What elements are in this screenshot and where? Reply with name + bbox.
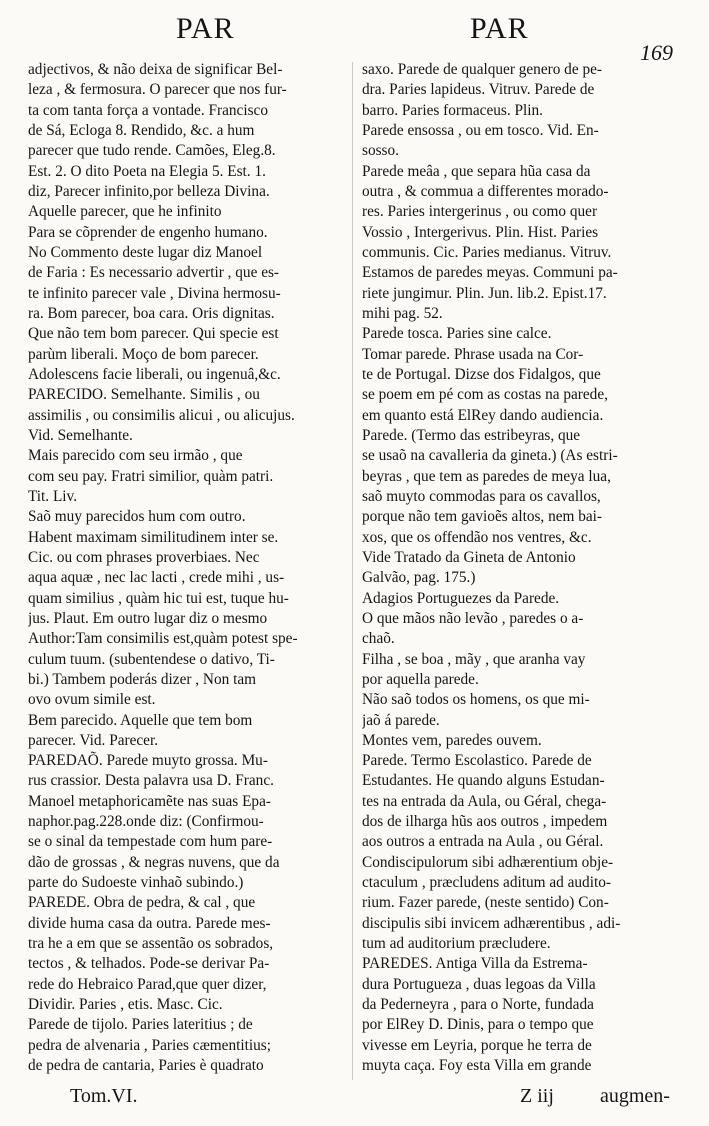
text-line: Tomar parede. Phrase usada na Cor- [362,345,584,363]
text-line: se poem em pé com as costas na parede, [362,386,608,404]
text-line: adjectivos, & não deixa de significar Bel- [28,61,283,78]
text-line: mihi pag. 52. [362,304,443,322]
text-line: leza , & fermosura. O parecer que nos fur- [28,81,287,99]
text-line: PAREDE. Obra de pedra, & cal , que [28,894,256,912]
text-line: parte do Sudoeste vinhaõ subindo.) [28,874,244,892]
text-line: rium. Fazer parede, (neste sentido) Con- [362,894,609,912]
text-line: naphor.pag.228.onde diz: (Confirmou- [28,813,264,831]
text-line: riete jungimur. Plin. Jun. lib.2. Epist.17. [362,284,607,302]
text-line: Parede de tijolo. Paries lateritius ; de [28,1016,253,1034]
text-line: muyta caça. Foy esta Villa em grande [362,1057,592,1075]
text-line: ctaculum , præcludens aditum ad audito- [362,874,611,892]
text-line: dos de ilharga hũs aos outros , impedem [362,813,608,831]
text-line: se o sinal da tempestade com hum pare- [28,833,273,851]
text-line: ra. Bom parecer, boa cara. Oris dignitas. [28,304,275,322]
text-line: PAREDES. Antiga Villa da Estrema- [362,955,588,973]
running-head-left: PAR [176,12,235,45]
text-line: Manoel metaphoricamẽte nas suas Epa- [28,792,271,810]
text-line: Dividir. Paries , etis. Masc. Cic. [28,996,223,1014]
text-line: Est. 2. O dito Poeta na Elegia 5. Est. 1. [28,162,266,180]
text-line: rus crassior. Desta palavra usa D. Franc. [28,772,274,790]
right-column [362,60,682,1076]
text-line: vivesse em Leyria, porque he terra de [362,1036,592,1054]
text-line: por aquella parede. [362,670,479,688]
text-line: PAREDAÕ. Parede muyto grossa. Mu- [28,752,268,770]
text-line: Para se cõprender de engenho humano. [28,223,268,241]
text-line: discipulis sibi invicem adhærentibus , adi- [362,914,621,932]
text-line: Vossio , Intergerivus. Plin. Hist. Paries [362,223,599,241]
text-line: Estudantes. He quando alguns Estudan- [362,772,605,790]
text-line: te de Portugal. Dizse dos Fidalgos, que [362,365,601,383]
text-line: rede do Hebraico Parad,que quer dizer, [28,975,267,993]
text-line: em quanto está ElRey dando audiencia. [362,406,604,424]
text-line: No Commento deste lugar diz Manoel [28,243,263,261]
text-line: ovo ovum simile est. [28,691,156,709]
text-line: Mais parecido com seu irmão , que [28,447,243,465]
text-line: com seu pay. Fratri similior, quàm patri. [28,467,274,485]
text-line: jaõ á parede. [362,711,440,729]
text-line: Galvão, pag. 175.) [362,569,476,587]
text-line: Não saõ todos os homens, os que mi- [362,691,590,709]
text-line: ta com tanta força a vontade. Francisco [28,101,268,119]
text-line: barro. Paries formaceus. Plin. [362,101,543,119]
text-line: de pedra de cantaria, Paries è quadrato [28,1057,264,1075]
text-line: bi.) Tambem poderás dizer , Non tam [28,670,257,688]
running-head-right: PAR [470,12,529,45]
catchword: augmen- [600,1085,670,1107]
text-line: tra he a em que se assentão os sobrados, [28,935,274,953]
signature-mark: Z iij [520,1085,554,1107]
text-line: communis. Cic. Paries medianus. Vitruv. [362,243,612,261]
text-line: Vide Tratado da Gineta de Antonio [362,548,576,566]
text-line: res. Paries intergerinus , ou como quer [362,203,598,221]
text-line: PARECIDO. Semelhante. Similis , ou [28,386,260,404]
column-divider [352,62,353,1080]
left-column [28,60,348,1076]
text-line: beyras , que tem as paredes de meya lua, [362,467,611,485]
text-line: Author:Tam consimilis est,quàm potest spe- [28,630,298,648]
text-line: Condiscipulorum sibi adhærentium obje- [362,853,614,871]
text-line: tectos , & telhados. Pode-se derivar Pa- [28,955,270,973]
text-line: O que mãos não levão , paredes o a- [362,609,584,627]
text-line: aqua aquæ , nec lac lacti , crede mihi , us- [28,569,285,587]
text-line: dra. Paries lapideus. Vitruv. Parede de [362,81,595,99]
text-line: Parede. (Termo das estribeyras, que [362,426,581,444]
page-number: 169 [640,40,673,65]
text-line: se usaõ na cavalleria da gineta.) (As estri- [362,447,618,465]
text-line: assimilis , ou consimilis alicui , ou alicujus. [28,406,295,424]
text-line: Parede tosca. Paries sine calce. [362,325,552,343]
text-line: tum ad auditorium præcludere. [362,935,551,953]
text-line: outra , & commua a differentes morado- [362,182,609,200]
text-line: tes na entrada da Aula, ou Géral, chega- [362,792,607,810]
text-line: da Pederneyra , para o Norte, fundada [362,996,594,1014]
text-line: Tit. Liv. [28,487,78,505]
text-line: jus. Plaut. Em outro lugar diz o mesmo [28,609,268,627]
text-line: culum tuum. (subentendese o dativo, Ti- [28,650,275,668]
text-line: quam similius , quàm hic tui est, tuque hu- [28,589,289,607]
text-line: parùm liberali. Moço de bom parecer. [28,345,259,363]
text-line: chaõ. [362,630,395,648]
text-line: Parede. Termo Escolastico. Parede de [362,752,592,770]
text-line: saxo. Parede de qualquer genero de pe- [362,61,602,78]
text-line: de Faria : Es necessario advertir , que es- [28,264,280,282]
text-line: Aquelle parecer, que he infinito [28,203,222,221]
text-line: dura Portugueza , duas legoas da Villa [362,975,596,993]
text-line: pedra de alvenaria , Paries cæmentitius; [28,1036,271,1054]
text-line: Adagios Portuguezes da Parede. [362,589,560,607]
text-line: saõ muyto commodas para os cavallos, [362,487,601,505]
text-line: xos, que os offendão nos ventres, &c. [362,528,592,546]
text-line: aos outros a entrada na Aula , ou Géral. [362,833,604,851]
text-line: Cic. ou com phrases proverbiaes. Nec [28,548,260,566]
text-line: por ElRey D. Dinis, para o tempo que [362,1016,594,1034]
text-line: Parede ensossa , ou em tosco. Vid. En- [362,121,599,139]
text-line: parecer. Vid. Parecer. [28,731,159,749]
text-line: de Sá, Ecloga 8. Rendido, &c. a hum [28,121,255,139]
text-line: Vid. Semelhante. [28,426,133,444]
text-line: sosso. [362,142,399,160]
text-line: te infinito parecer vale , Divina hermosu- [28,284,281,302]
text-line: Adolescens facie liberali, ou ingenuâ,&c. [28,365,281,383]
volume-label: Tom.VI. [70,1085,138,1107]
text-line: Parede meâa , que separa hũa casa da [362,162,591,180]
text-line: Habent maximam similitudinem inter se. [28,528,279,546]
text-line: dão de grossas , & negras nuvens, que da [28,853,280,871]
text-line: Que não tem bom parecer. Qui specie est [28,325,279,343]
text-line: divide huma casa da outra. Parede mes- [28,914,271,932]
text-line: diz, Parecer infinito,por belleza Divina. [28,182,270,200]
text-line: porque não tem gavioẽs altos, nem bai- [362,508,603,526]
text-line: Filha , se boa , mãy , que aranha vay [362,650,586,668]
text-line: parecer que tudo rende. Camões, Eleg.8. [28,142,276,160]
text-line: Estamos de paredes meyas. Communi pa- [362,264,618,282]
text-line: Bem parecido. Aquelle que tem bom [28,711,253,729]
text-line: Montes vem, paredes ouvem. [362,731,542,749]
text-line: Saõ muy parecidos hum com outro. [28,508,246,526]
